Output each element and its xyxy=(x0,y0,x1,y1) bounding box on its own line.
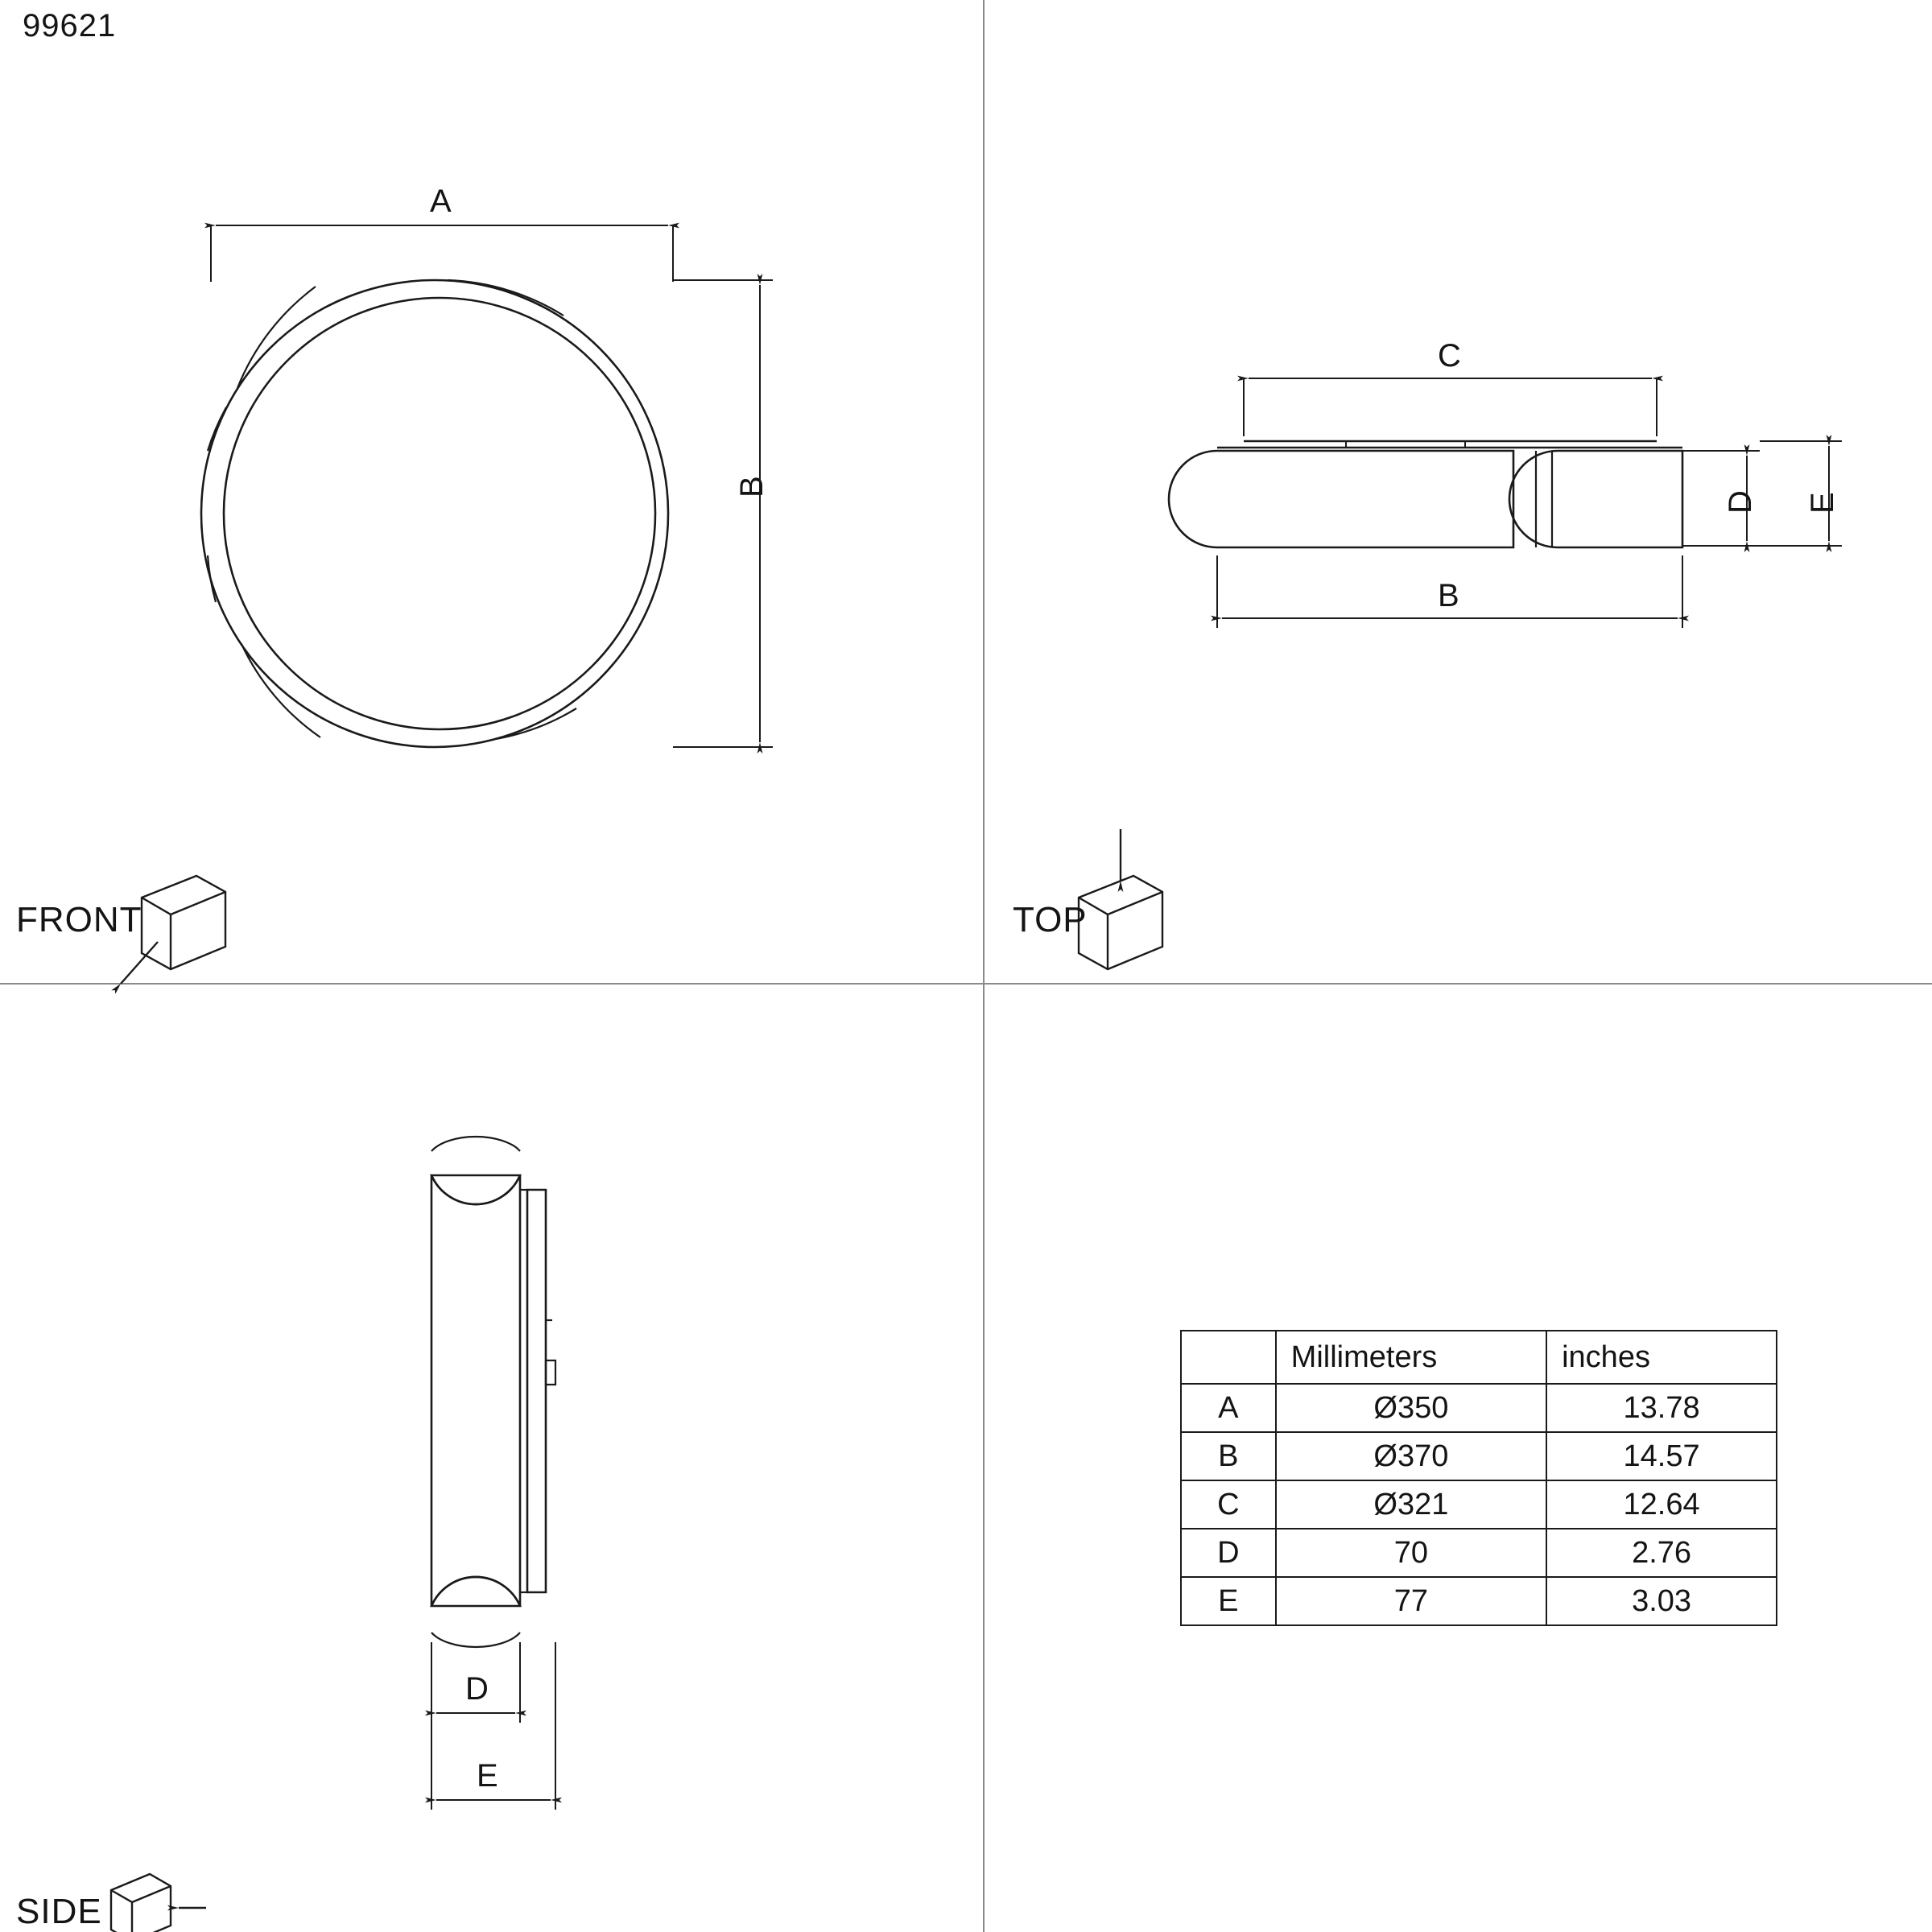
dimension-label-d-side: D xyxy=(465,1671,489,1707)
row-key: E xyxy=(1181,1577,1276,1625)
row-key: C xyxy=(1181,1480,1276,1529)
side-view-cube-icon xyxy=(111,1874,206,1932)
dimension-label-c-top: C xyxy=(1438,338,1461,374)
dimension-table xyxy=(1180,1330,1777,1626)
dimension-c-top xyxy=(1244,378,1657,436)
top-view-cube-icon xyxy=(1079,829,1162,969)
side-view-label: SIDE xyxy=(16,1892,102,1931)
front-view-label: FRONT xyxy=(16,900,142,939)
row-key: D xyxy=(1181,1529,1276,1577)
row-key: B xyxy=(1181,1432,1276,1480)
row-in: 3.03 xyxy=(1546,1577,1777,1625)
row-key: A xyxy=(1181,1384,1276,1432)
dimension-label-e-top: E xyxy=(1805,492,1840,514)
row-in: 13.78 xyxy=(1546,1384,1777,1432)
header-inches: inches xyxy=(1546,1331,1777,1384)
header-millimeters: Millimeters xyxy=(1276,1331,1546,1384)
row-in: 2.76 xyxy=(1546,1529,1777,1577)
front-view-geometry xyxy=(201,280,668,747)
row-in: 12.64 xyxy=(1546,1480,1777,1529)
part-number: 99621 xyxy=(23,8,117,43)
row-mm: 77 xyxy=(1276,1577,1546,1625)
dimension-label-d-top: D xyxy=(1723,490,1758,514)
top-view-label: TOP xyxy=(1013,900,1088,939)
header-key xyxy=(1181,1331,1276,1384)
row-mm: 70 xyxy=(1276,1529,1546,1577)
table-header-row xyxy=(1181,1331,1777,1384)
table-row xyxy=(1181,1480,1777,1529)
dimension-b-front xyxy=(673,280,773,747)
dimension-label-b-front: B xyxy=(734,476,770,497)
row-mm: Ø321 xyxy=(1276,1480,1546,1529)
side-view-geometry xyxy=(431,1137,555,1647)
table-row xyxy=(1181,1577,1777,1625)
table-row xyxy=(1181,1529,1777,1577)
table-row xyxy=(1181,1432,1777,1480)
row-mm: Ø370 xyxy=(1276,1432,1546,1480)
dimension-label-a-front: A xyxy=(430,184,452,219)
dimension-label-b-top: B xyxy=(1438,578,1459,613)
table-row xyxy=(1181,1384,1777,1432)
dimension-label-e-side: E xyxy=(477,1758,498,1794)
row-in: 14.57 xyxy=(1546,1432,1777,1480)
top-view-geometry xyxy=(1169,441,1682,547)
row-mm: Ø350 xyxy=(1276,1384,1546,1432)
dimension-a-front xyxy=(211,225,673,282)
